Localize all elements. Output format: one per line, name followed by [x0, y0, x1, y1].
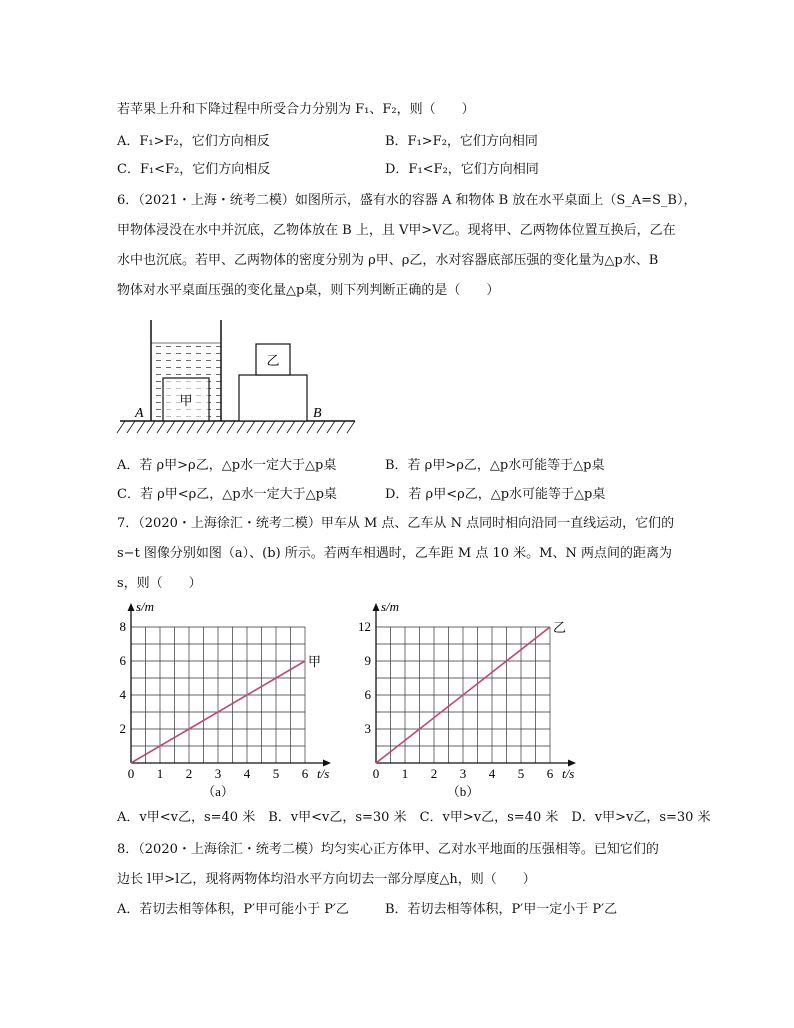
q5-stem: 若苹果上升和下降过程中所受合力分别为 F₁、F₂，则（ ）: [117, 102, 475, 117]
q6-line-3: 水中也沉底。若甲、乙两物体的密度分别为 ρ甲、ρ乙，水对容器底部压强的变化量为△p水、B: [117, 253, 659, 268]
block-yi-label: 乙: [266, 353, 280, 368]
q6-option-a: A．若 ρ甲>ρ乙，△p水一定大于△p桌: [117, 458, 337, 473]
ground-hatching: [117, 421, 355, 433]
y-axis-label: s/m: [381, 599, 400, 614]
block-jia-label: 甲: [179, 393, 193, 408]
x-tick-label: 5: [517, 766, 525, 781]
q7-options: A．v甲<v乙，s=40 米 B．v甲<v乙，s=30 米 C．v甲>v乙，s=40 米 D．v甲>v乙，s=30 米: [117, 810, 711, 825]
y-tick-label: 4: [119, 687, 126, 702]
label-a: A: [135, 406, 144, 421]
y-tick-label: 6: [364, 687, 371, 702]
x-tick-label: 6: [546, 766, 554, 781]
q5-option-b: B．F₁>F₂，它们方向相同: [385, 134, 538, 149]
x-tick-label: 1: [401, 766, 409, 781]
y-tick-label: 8: [119, 619, 126, 634]
chart-caption: （b）: [446, 784, 480, 799]
q7-chart-b: [355, 598, 590, 807]
x-axis-label: t/s: [562, 766, 575, 781]
q8-line-1: 8．（2020・上海徐汇・统考二模）均匀实心正方体甲、乙对水平地面的压强相等。已知它们的: [117, 842, 659, 857]
x-axis-label: t/s: [317, 766, 330, 781]
y-axis-arrow: [373, 603, 380, 611]
q6-line-1: 6．（2021・上海・统考二模）如图所示，盛有水的容器 A 和物体 B 放在水平桌面上（S_A=S_B），: [117, 193, 697, 208]
object-b: [239, 375, 307, 421]
q7-line-3: s，则（ ）: [117, 576, 202, 591]
series-label: 乙: [553, 620, 567, 635]
x-tick-label: 6: [301, 766, 309, 781]
y-tick-label: 3: [364, 721, 371, 736]
q8-line-2: 边长 l甲>l乙，现将两物体均沿水平方向切去一部分厚度△h，则（ ）: [117, 872, 536, 887]
y-axis-label: s/m: [136, 599, 155, 614]
x-tick-label: 3: [459, 766, 467, 781]
label-b: B: [313, 406, 322, 421]
q7-line-2: s−t 图像分别如图（a）、(b) 所示。若两车相遇时，乙车距 M 点 10 米。M、N 两点间的距离为: [117, 546, 672, 561]
q8-option-b: B．若切去相等体积，P′甲一定小于 P′乙: [385, 902, 618, 917]
q6-option-c: C．若 ρ甲<ρ乙，△p水一定大于△p桌: [117, 487, 337, 502]
series-label: 甲: [308, 654, 322, 669]
y-axis-arrow: [128, 603, 135, 611]
y-tick-label: 9: [364, 653, 371, 668]
x-tick-label: 0: [127, 766, 135, 781]
q6-line-2: 甲物体浸没在水中并沉底，乙物体放在 B 上，且 V甲>V乙。现将甲、乙两物体位置互换后，乙在: [117, 223, 676, 238]
x-tick-label: 0: [372, 766, 380, 781]
q5-option-d: D．F₁<F₂，它们方向相同: [385, 162, 539, 177]
y-tick-label: 12: [358, 619, 371, 634]
q7-line-1: 7．（2020・上海徐汇・统考二模）甲车从 M 点、乙车从 N 点同时相向沿同一直线运动，它们的: [117, 516, 675, 531]
x-tick-label: 3: [214, 766, 222, 781]
q5-option-c: C．F₁<F₂，它们方向相反: [117, 162, 271, 177]
x-tick-label: 1: [156, 766, 164, 781]
q6-line-4: 物体对水平桌面压强的变化量△p桌，则下列判断正确的是（ ）: [117, 283, 500, 298]
q7-chart-a: [110, 598, 340, 807]
q5-option-a: A．F₁>F₂，它们方向相反: [117, 134, 270, 149]
q6-figure: [115, 315, 360, 444]
q8-option-a: A．若切去相等体积，P′甲可能小于 P′乙: [117, 902, 349, 917]
chart-caption: （a）: [202, 784, 234, 799]
x-tick-label: 4: [243, 766, 251, 781]
x-tick-label: 5: [272, 766, 280, 781]
q6-option-d: D．若 ρ甲<ρ乙，△p水可能等于△p桌: [385, 487, 606, 502]
x-tick-label: 2: [430, 766, 438, 781]
x-tick-label: 4: [488, 766, 496, 781]
q6-option-b: B．若 ρ甲>ρ乙，△p水可能等于△p桌: [385, 458, 605, 473]
y-tick-label: 2: [119, 721, 126, 736]
y-tick-label: 6: [119, 653, 126, 668]
x-tick-label: 2: [185, 766, 193, 781]
